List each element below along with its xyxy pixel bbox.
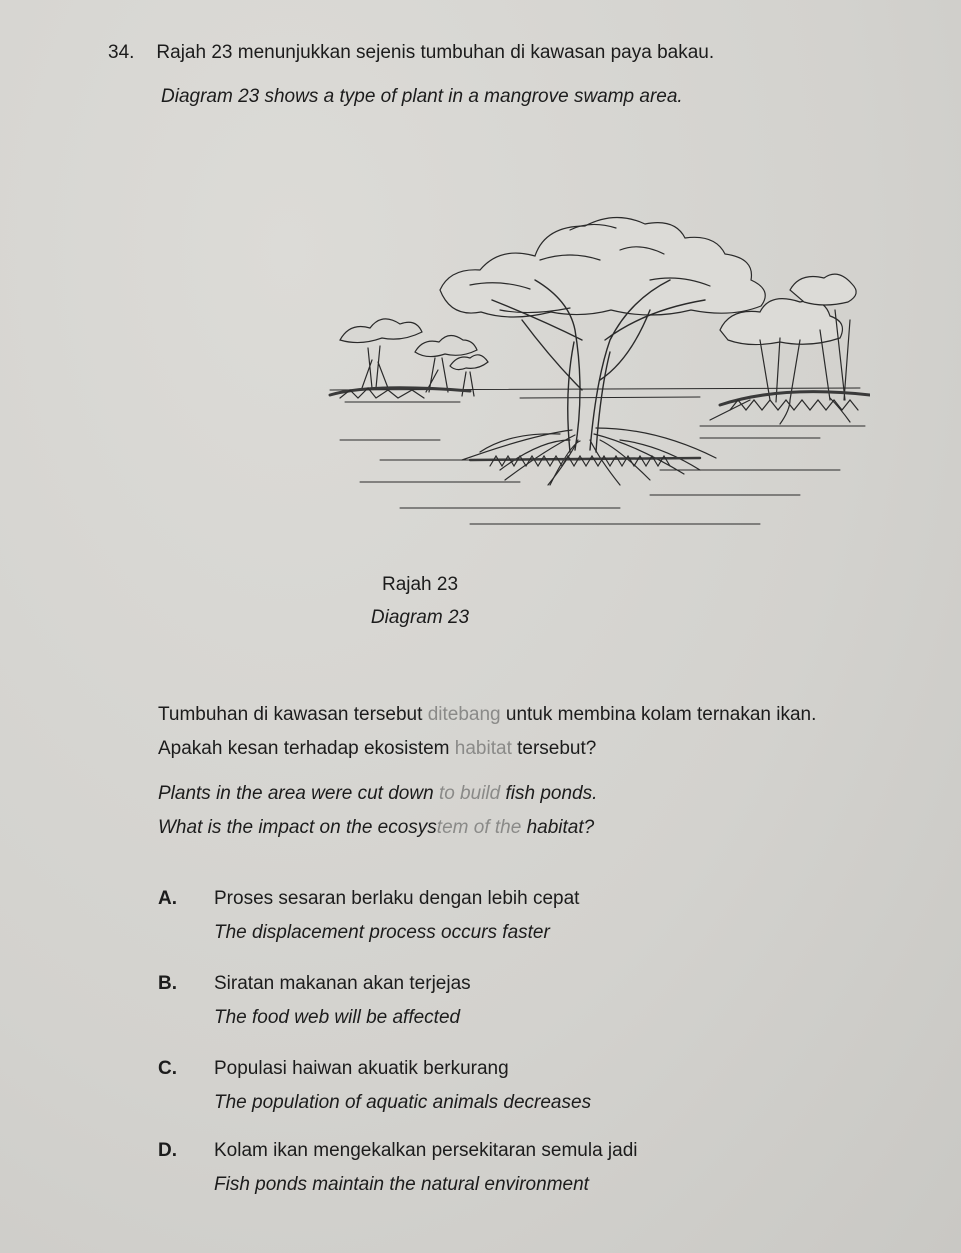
stem-text-faded: habitat — [454, 738, 512, 759]
figure-caption-en: Diagram 23 — [370, 607, 470, 628]
option-b[interactable] — [158, 973, 471, 1029]
question-header — [108, 42, 714, 64]
mangrove-illustration — [320, 190, 870, 535]
option-text-en: Fish ponds maintain the natural environment — [214, 1174, 589, 1195]
option-c[interactable] — [158, 1058, 591, 1114]
stem-text: What is the impact on the ecosys — [158, 817, 437, 838]
water-lines — [330, 388, 865, 524]
option-letter: C. — [158, 1058, 177, 1079]
option-d[interactable] — [158, 1140, 638, 1196]
figure-caption-my: Rajah 23 — [381, 574, 459, 595]
stem-text: untuk membina kolam ternakan ikan. — [500, 704, 817, 725]
question-number: 34. — [108, 42, 135, 63]
option-text-my: Populasi haiwan akuatik berkurang — [214, 1058, 509, 1079]
option-a[interactable] — [158, 888, 579, 944]
stem-text-faded: ditebang — [427, 704, 501, 725]
stem-text: Plants in the area were cut down — [158, 783, 439, 804]
main-tree-roots — [462, 428, 716, 485]
stem-text-faded: to build — [438, 783, 501, 804]
stem-text: Apakah kesan terhadap ekosistem — [158, 738, 455, 759]
option-text-en: The displacement process occurs faster — [214, 922, 550, 943]
stem-my-line2 — [158, 738, 596, 760]
distant-trees-left — [330, 319, 488, 398]
stem-text: fish ponds. — [500, 783, 598, 804]
option-letter: B. — [158, 973, 177, 994]
option-letter: A. — [158, 888, 177, 909]
stem-text: Tumbuhan di kawasan tersebut — [158, 704, 428, 725]
option-text-en: The population of aquatic animals decreases — [214, 1092, 592, 1113]
option-text-my: Proses sesaran berlaku dengan lebih cepat — [214, 888, 580, 909]
option-text-en: The food web will be affected — [214, 1007, 461, 1028]
stem-my-line1 — [158, 704, 816, 726]
option-text-my: Siratan makanan akan terjejas — [214, 973, 471, 994]
option-letter: D. — [158, 1140, 177, 1161]
stem-en-line2 — [158, 817, 594, 839]
stem-text: habitat? — [521, 817, 595, 838]
main-tree-canopy — [440, 217, 765, 317]
stem-text-faded: tem of the — [436, 817, 522, 838]
question-text-en: Diagram 23 shows a type of plant in a mangrove swamp area. — [161, 86, 683, 107]
option-text-my: Kolam ikan mengekalkan persekitaran semula jadi — [214, 1140, 638, 1161]
stem-en-line1 — [158, 783, 597, 805]
question-text-my: Rajah 23 menunjukkan sejenis tumbuhan di kawasan paya bakau. — [156, 42, 715, 63]
stem-text: tersebut? — [511, 738, 597, 759]
